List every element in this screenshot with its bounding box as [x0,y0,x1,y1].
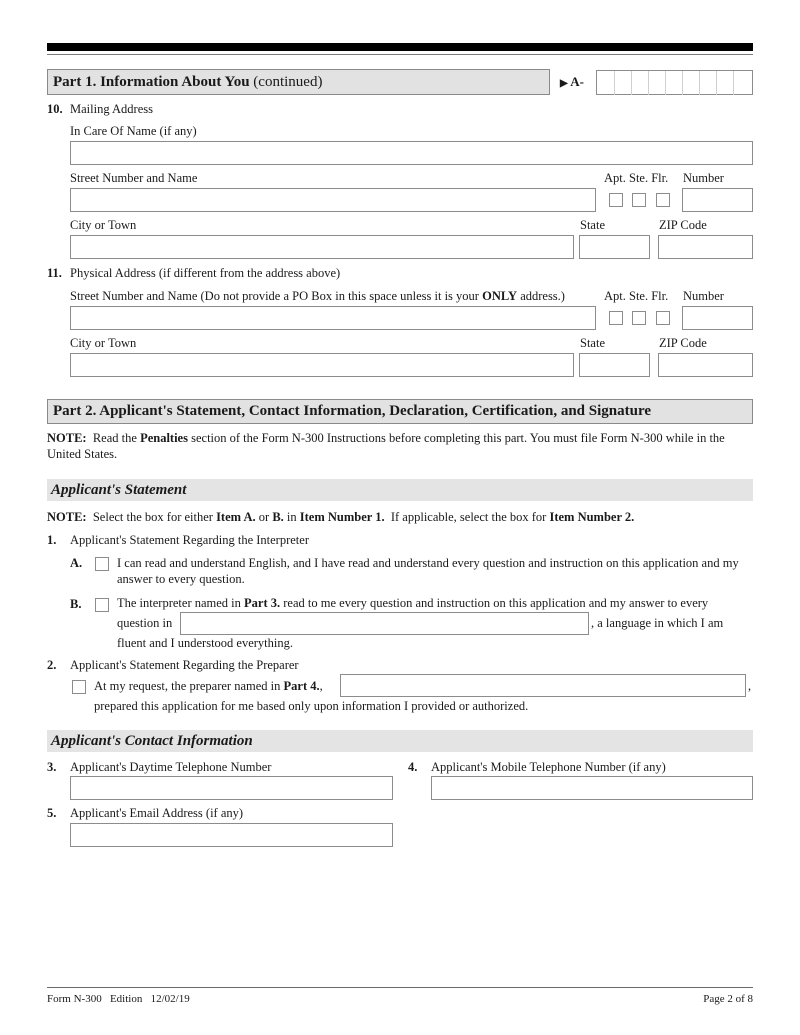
daytime-phone-input[interactable] [70,776,393,800]
item1b-question-in: question in [117,616,173,630]
item2-checkbox[interactable] [72,680,86,694]
physical-city-input[interactable] [70,353,574,377]
care-of-label: In Care Of Name (if any) [70,124,197,138]
mailing-street-input[interactable] [70,188,596,212]
item2-last-line: prepared this application for me based only upon information I provided or authorized. [94,699,529,713]
mailing-zip-label: ZIP Code [659,218,707,232]
item1b-language-suffix: , a language in which I am [591,616,724,630]
item10-number: 10. [47,102,63,116]
item1a-letter: A. [70,556,83,570]
top-rule-thick [47,43,753,51]
physical-zip-input[interactable] [658,353,753,377]
applicant-statement-note: NOTE: Select the box for either Item A. or B. in Item Number 1. If applicable, select the box for Item Number 2. [47,510,635,524]
item4-number: 4. [408,760,418,774]
physical-number-label: Number [683,289,724,303]
item2-number: 2. [47,658,57,672]
item2-label: Applicant's Statement Regarding the Preparer [70,658,299,672]
item4-label: Applicant's Mobile Telephone Number (if any) [431,760,666,774]
item3-number: 3. [47,760,57,774]
physical-street-label: Street Number and Name (Do not provide a PO Box in this space unless it is your ONLY address.) [70,289,565,303]
part1-header-continued: (continued) [249,73,323,90]
part2-header: Part 2. Applicant's Statement, Contact Information, Declaration, Certification, and Signature [47,399,753,424]
a-number-input[interactable] [596,70,753,95]
mailing-ste-checkbox[interactable] [632,193,646,207]
item1b-text: The interpreter named in Part 3. read to me every question and instruction on this application and my answer to every [117,596,709,610]
mailing-street-label: Street Number and Name [70,171,198,185]
physical-city-label: City or Town [70,336,137,350]
mailing-state-input[interactable] [579,235,650,259]
item11-label: Physical Address (if different from the address above) [70,266,341,280]
item5-number: 5. [47,806,57,820]
item10-label: Mailing Address [70,102,153,116]
mailing-city-label: City or Town [70,218,137,232]
physical-apt-checkbox[interactable] [609,311,623,325]
email-input[interactable] [70,823,393,847]
preparer-name-input[interactable] [340,674,746,697]
mailing-number-label: Number [683,171,724,185]
part1-header [47,69,550,95]
physical-ste-checkbox[interactable] [632,311,646,325]
mailing-zip-input[interactable] [658,235,753,259]
physical-street-input[interactable] [70,306,596,330]
physical-state-label: State [580,336,605,350]
physical-state-input[interactable] [579,353,650,377]
care-of-name-input[interactable] [70,141,753,165]
item1b-letter: B. [70,597,82,611]
item1a-text: I can read and understand English, and I have read and understand every question and instruction on this application and my answer to every question. [117,556,739,586]
item1-label: Applicant's Statement Regarding the Interpreter [70,533,309,547]
physical-flr-checkbox[interactable] [656,311,670,325]
item5-label: Applicant's Email Address (if any) [70,806,244,820]
arrow-right-icon: ▶ [560,78,568,89]
part1-header-title: Part 1. Information About You [53,73,250,90]
mailing-city-input[interactable] [70,235,574,259]
item11-number: 11. [47,266,62,280]
item2-text: At my request, the preparer named in Part 4., [94,679,323,693]
item2-trailing-comma: , [748,679,752,693]
interpreter-language-input[interactable] [180,612,589,635]
mailing-apt-ste-flr-label: Apt. Ste. Flr. [604,171,669,185]
footer-rule [47,987,753,988]
mailing-state-label: State [580,218,605,232]
part2-note: NOTE: Read the Penalties section of the Form N-300 Instructions before completing this part. You must file Form N-300 while in the United States. [47,431,725,461]
physical-apt-ste-flr-label: Apt. Ste. Flr. [604,289,669,303]
footer-page-number: Page 2 of 8 [703,993,753,1005]
mailing-apt-checkbox[interactable] [609,193,623,207]
contact-info-header: Applicant's Contact Information [47,730,753,752]
mailing-number-input[interactable] [682,188,753,212]
physical-number-input[interactable] [682,306,753,330]
item1-number: 1. [47,533,57,547]
footer-form-edition: Form N-300 Edition 12/02/19 [47,993,190,1005]
item1a-checkbox[interactable] [95,557,109,571]
item1b-last-line: fluent and I understood everything. [117,636,293,650]
mobile-phone-input[interactable] [431,776,753,800]
mailing-flr-checkbox[interactable] [656,193,670,207]
item1b-checkbox[interactable] [95,598,109,612]
a-number-label: ▶ A- [560,74,584,89]
physical-zip-label: ZIP Code [659,336,707,350]
item3-label: Applicant's Daytime Telephone Number [70,760,272,774]
applicant-statement-header: Applicant's Statement [47,479,753,501]
top-rule-thin [47,54,753,55]
